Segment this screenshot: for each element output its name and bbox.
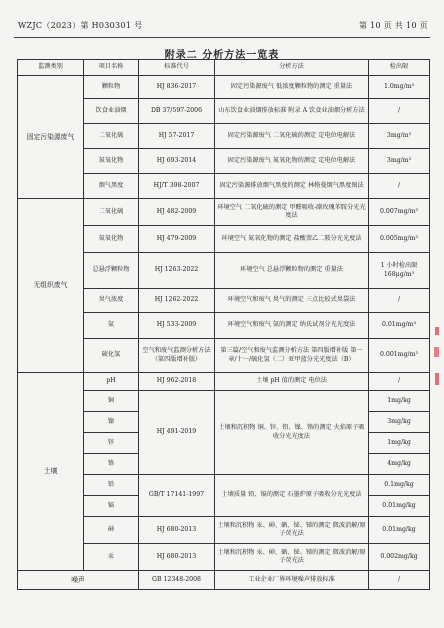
method-cell: 工业企业厂界环境噪声排放标准	[215, 571, 369, 590]
table-row	[18, 373, 430, 391]
item-cell: 烟气黑度	[84, 174, 139, 199]
method-cell: 环境空气 氮氧化物的测定 盐酸萘乙二胺分光光度法	[215, 226, 369, 253]
code-cell: HJ 1262-2022	[139, 289, 215, 313]
code-cell: HJ 680-2013	[139, 517, 215, 544]
item-cell: 铅	[84, 475, 139, 496]
item-cell: 铬	[84, 454, 139, 475]
table-header-row	[18, 60, 430, 76]
item-cell: 颗粒物	[84, 76, 139, 99]
code-cell: HJ 680-2013	[139, 544, 215, 571]
code-cell: HJ 962-2018	[139, 373, 215, 391]
limit-cell: /	[369, 99, 430, 124]
item-cell: 二氧化硫	[84, 124, 139, 149]
limit-cell: 0.01mg/kg	[369, 517, 430, 544]
code-cell: GB 12348-2008	[139, 571, 215, 590]
column-header: 分析方法	[215, 60, 369, 76]
limit-cell: 1.0mg/m³	[369, 76, 430, 99]
code-cell: HJ 482-2009	[139, 199, 215, 226]
table-row	[18, 199, 430, 226]
limit-cell: 4mg/kg	[369, 454, 430, 475]
report-number: WZJC（2023）第 H030301 号	[18, 21, 143, 30]
code-cell: HJ 1263-2022	[139, 253, 215, 289]
method-cell: 山东饮食业油烟排放标准 附录 A 饮食业油烟分析方法	[215, 99, 369, 124]
analysis-methods-table	[17, 59, 430, 590]
code-cell: HJ 693-2014	[139, 149, 215, 174]
limit-cell: 0.1mg/kg	[369, 475, 430, 496]
method-cell: 环境空气 二氧化硫的测定 甲醛吸收-副玫瑰苯胺分光光度法	[215, 199, 369, 226]
limit-cell: 1mg/kg	[369, 433, 430, 454]
limit-cell: 3mg/m³	[369, 124, 430, 149]
limit-cell: 3mg/kg	[369, 412, 430, 433]
code-cell: DB 37/597-2006	[139, 99, 215, 124]
item-cell: 硫化氢	[84, 339, 139, 373]
limit-cell: 0.001mg/m³	[369, 339, 430, 373]
method-cell: 土壤 pH 值的测定 电位法	[215, 373, 369, 391]
category-cell: 无组织废气	[18, 199, 84, 373]
table-row	[18, 571, 430, 590]
method-cell: 环境空气和废气 氨的测定 纳氏试剂分光光度法	[215, 313, 369, 339]
limit-cell: 0.01mg/m³	[369, 313, 430, 339]
limit-cell: 1mg/kg	[369, 391, 430, 412]
method-cell: 土壤质量 铅、镉的测定 石墨炉原子吸收分光光度法	[215, 475, 369, 517]
limit-cell: 0.01mg/kg	[369, 496, 430, 517]
category-cell: 土壤	[18, 373, 84, 571]
item-cell: 氨	[84, 313, 139, 339]
code-cell: HJ 491-2019	[139, 391, 215, 475]
page-title: 附录二 分析方法一览表	[164, 50, 280, 61]
header-divider	[14, 37, 430, 38]
method-cell: 固定污染源排放烟气黑度的测定 林格曼烟气黑度图法	[215, 174, 369, 199]
item-cell: 氮氧化物	[84, 226, 139, 253]
code-cell: HJ/T 398-2007	[139, 174, 215, 199]
item-cell: 氮氧化物	[84, 149, 139, 174]
category-cell: 噪声	[18, 571, 139, 590]
code-cell: GB/T 17141-1997	[139, 475, 215, 517]
item-cell: 总悬浮颗粒物	[84, 253, 139, 289]
item-cell: 镉	[84, 496, 139, 517]
red-seal-fragment	[432, 325, 442, 400]
item-cell: 二氧化硫	[84, 199, 139, 226]
method-cell: 第三篇/空气和废气监测分析方法 第四版增补版 第一章/十一/硫化氢（二）亚甲蓝分光光度法（B）	[215, 339, 369, 373]
page-header	[18, 20, 428, 34]
limit-cell: /	[369, 373, 430, 391]
item-cell: pH	[84, 373, 139, 391]
method-cell: 固定污染源废气 氮氧化物的测定 定电位电解法	[215, 149, 369, 174]
column-header: 标准代号	[139, 60, 215, 76]
item-cell: 饮食业油烟	[84, 99, 139, 124]
method-cell: 环境空气 总悬浮颗粒物的测定 重量法	[215, 253, 369, 289]
method-cell: 土壤和沉积物 汞、砷、硒、铋、锑的测定 微波消解/原子荧光法	[215, 544, 369, 571]
limit-cell: 3mg/m³	[369, 149, 430, 174]
item-cell: 锌	[84, 433, 139, 454]
limit-cell: 0.007mg/m³	[369, 199, 430, 226]
code-cell: HJ 57-2017	[139, 124, 215, 149]
method-cell: 土壤和沉积物 铜、锌、铅、镍、铬的测定 火焰原子吸收分光光度法	[215, 391, 369, 475]
limit-cell: 0.002mg/kg	[369, 544, 430, 571]
limit-cell: 1 小时检出限 168μg/m³	[369, 253, 430, 289]
method-cell: 固定污染源废气 二氧化硫的测定 定电位电解法	[215, 124, 369, 149]
item-cell: 汞	[84, 544, 139, 571]
column-header: 检出限	[369, 60, 430, 76]
column-header: 项目名称	[84, 60, 139, 76]
limit-cell: /	[369, 289, 430, 313]
method-cell: 环境空气和废气 臭气的测定 三点比较式臭袋法	[215, 289, 369, 313]
item-cell: 镍	[84, 412, 139, 433]
page-indicator: 第 10 页 共 10 页	[359, 21, 428, 30]
limit-cell: 0.005mg/m³	[369, 226, 430, 253]
item-cell: 臭气浓度	[84, 289, 139, 313]
code-cell: HJ 479-2009	[139, 226, 215, 253]
item-cell: 砷	[84, 517, 139, 544]
category-cell: 固定污染源废气	[18, 76, 84, 199]
item-cell: 铜	[84, 391, 139, 412]
code-cell: 空气和废气监测分析方法（第四版增补版）	[139, 339, 215, 373]
code-cell: HJ 836-2017	[139, 76, 215, 99]
table-row	[18, 76, 430, 99]
column-header: 监测类别	[18, 60, 84, 76]
limit-cell: /	[369, 174, 430, 199]
method-cell: 固定污染源废气 低浓度颗粒物的测定 重量法	[215, 76, 369, 99]
code-cell: HJ 533-2009	[139, 313, 215, 339]
method-cell: 土壤和沉积物 汞、砷、硒、铋、锑的测定 微波消解/原子荧光法	[215, 517, 369, 544]
limit-cell: /	[369, 571, 430, 590]
